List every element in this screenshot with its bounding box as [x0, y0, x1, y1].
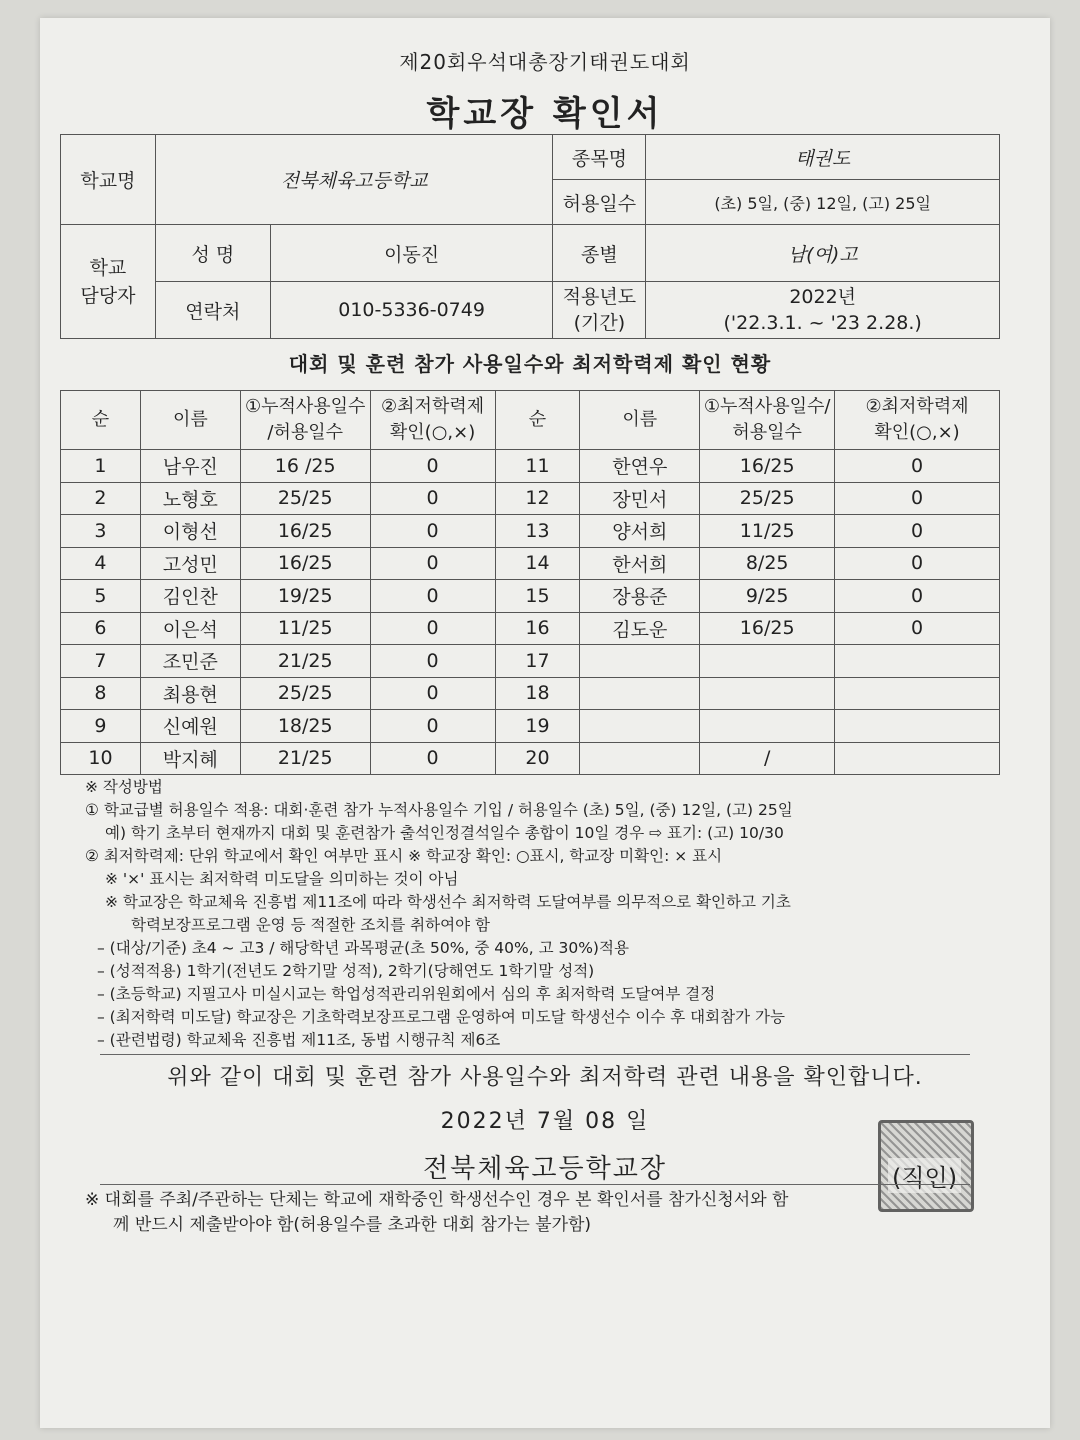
name-value: 이동진	[270, 225, 553, 282]
manager-label: 학교 담당자	[61, 225, 156, 339]
cell-no: 13	[495, 515, 580, 548]
note-line: ② 최저학력제: 단위 학교에서 확인 여부만 표시 ※ 학교장 확인: ○표시, 학교장 미확인: × 표시	[85, 847, 723, 865]
year-value: 2022년 ('22.3.1. ~ '23 2.28.)	[646, 282, 1000, 339]
cell-check: 0	[370, 742, 495, 775]
writing-instructions	[85, 776, 1015, 1052]
cell-name: 김인찬	[140, 580, 240, 613]
cell-days: 16/25	[240, 547, 370, 580]
table-row	[61, 645, 1000, 678]
cell-days	[700, 677, 835, 710]
cell-name: 장용준	[580, 580, 700, 613]
note-line: ※ 학교장은 학교체육 진흥법 제11조에 따라 학생선수 최저학력 도달여부를 의무적으로 확인하고 기초	[105, 893, 791, 911]
cell-days: 18/25	[240, 710, 370, 743]
cell-check: 0	[835, 580, 1000, 613]
cell-check: 0	[835, 515, 1000, 548]
table-row	[61, 547, 1000, 580]
cell-name: 이형선	[140, 515, 240, 548]
cell-no: 12	[495, 482, 580, 515]
table-row	[61, 515, 1000, 548]
column-header: 이름	[580, 391, 700, 450]
note-line: – (최저학력 미도달) 학교장은 기초학력보장프로그램 운영하여 미도달 학생선수 이수 후 대회참가 가능	[97, 1008, 785, 1026]
cell-name: 한서희	[580, 547, 700, 580]
table-row	[61, 612, 1000, 645]
column-header: ②최저학력제 확인(○,×)	[835, 391, 1000, 450]
principal-name: 전북체육고등학교장	[422, 1154, 668, 1184]
competition-name: 제20회우석대총장기태권도대회	[399, 50, 691, 74]
cell-check	[835, 677, 1000, 710]
cell-days: 25/25	[700, 482, 835, 515]
note-line: – (대상/기준) 초4 ~ 고3 / 해당학년 과목평균(초 50%, 중 40%, 고 30%)적용	[97, 939, 629, 957]
cell-name: 신예원	[140, 710, 240, 743]
cell-name: 고성민	[140, 547, 240, 580]
cell-no: 18	[495, 677, 580, 710]
cell-check: 0	[370, 612, 495, 645]
cell-check: 0	[370, 450, 495, 483]
cell-days: 11/25	[700, 515, 835, 548]
days-value: (초) 5일, (중) 12일, (고) 25일	[646, 180, 1000, 225]
cell-days: 16/25	[700, 450, 835, 483]
cell-no: 16	[495, 612, 580, 645]
note-line: 학력보장프로그램 운영 등 적절한 조치를 취하여야 함	[131, 916, 490, 934]
divider	[100, 1184, 970, 1185]
school-label: 학교명	[61, 135, 156, 225]
cell-check: 0	[370, 482, 495, 515]
roster-header-row	[61, 391, 1000, 450]
column-header: ①누적사용일수/ 허용일수	[700, 391, 835, 450]
cell-days: 25/25	[240, 677, 370, 710]
table-row	[61, 742, 1000, 775]
roster-table	[60, 390, 1000, 775]
cell-no: 4	[61, 547, 141, 580]
divider	[100, 1054, 970, 1055]
event-label: 종목명	[553, 135, 646, 180]
days-label: 허용일수	[553, 180, 646, 225]
cell-name: 장민서	[580, 482, 700, 515]
cell-name: 김도운	[580, 612, 700, 645]
cell-check: 0	[370, 645, 495, 678]
table-row	[61, 450, 1000, 483]
cell-check: 0	[370, 710, 495, 743]
table-row	[61, 710, 1000, 743]
cell-days: 19/25	[240, 580, 370, 613]
cell-days: 8/25	[700, 547, 835, 580]
cell-check: 0	[835, 482, 1000, 515]
note-line: – (성적적용) 1학기(전년도 2학기말 성적), 2학기(당해연도 1학기말 성적)	[97, 962, 595, 980]
cell-no: 1	[61, 450, 141, 483]
note-line: ※ '×' 표시는 최저학력 미도달을 의미하는 것이 아님	[105, 870, 459, 888]
cell-no: 14	[495, 547, 580, 580]
table-row	[61, 580, 1000, 613]
column-header: 순	[495, 391, 580, 450]
column-header: ①누적사용일수 /허용일수	[240, 391, 370, 450]
cell-name: 최용현	[140, 677, 240, 710]
gender-label: 종별	[553, 225, 646, 282]
cell-name: 양서희	[580, 515, 700, 548]
cell-days: 21/25	[240, 742, 370, 775]
issue-date: 2022년 7월 08 일	[440, 1109, 650, 1134]
footer-line: ※ 대회를 주최/주관하는 단체는 학교에 재학중인 학생선수인 경우 본 확인서를 참가신청서와 함	[85, 1190, 789, 1210]
school-value: 전북체육고등학교	[155, 135, 553, 225]
cell-no: 6	[61, 612, 141, 645]
cell-days: 21/25	[240, 645, 370, 678]
cell-no: 5	[61, 580, 141, 613]
cell-no: 10	[61, 742, 141, 775]
cell-days: 9/25	[700, 580, 835, 613]
cell-no: 19	[495, 710, 580, 743]
cell-days	[700, 710, 835, 743]
section-title: 대회 및 훈련 참가 사용일수와 최저학력제 확인 현황	[288, 352, 772, 376]
cell-days: /	[700, 742, 835, 775]
contact-label: 연락처	[155, 282, 270, 339]
name-label: 성 명	[155, 225, 270, 282]
cell-no: 3	[61, 515, 141, 548]
cell-check: 0	[835, 450, 1000, 483]
event-value: 태권도	[646, 135, 1000, 180]
column-header: ②최저학력제 확인(○,×)	[370, 391, 495, 450]
cell-check: 0	[835, 547, 1000, 580]
cell-name: 남우진	[140, 450, 240, 483]
cell-no: 20	[495, 742, 580, 775]
cell-no: 2	[61, 482, 141, 515]
cell-no: 15	[495, 580, 580, 613]
cell-name: 이은석	[140, 612, 240, 645]
seal-label: (직인)	[888, 1158, 961, 1193]
cell-check: 0	[370, 515, 495, 548]
cell-no: 7	[61, 645, 141, 678]
note-line: – (관련법령) 학교체육 진흥법 제11조, 동법 시행규칙 제6조	[97, 1031, 501, 1049]
cell-days: 16/25	[240, 515, 370, 548]
document-title: 학교장 확인서	[426, 94, 664, 134]
year-label: 적용년도 (기간)	[553, 282, 646, 339]
gender-value: 남(여)고	[646, 225, 1000, 282]
table-row	[61, 677, 1000, 710]
cell-check	[835, 645, 1000, 678]
contact-value: 010-5336-0749	[270, 282, 553, 339]
cell-no: 17	[495, 645, 580, 678]
cell-check: 0	[835, 612, 1000, 645]
column-header: 순	[61, 391, 141, 450]
confirmation-text: 위와 같이 대회 및 훈련 참가 사용일수와 최저학력 관련 내용을 확인합니다.	[167, 1065, 923, 1090]
note-line: ※ 작성방법	[85, 778, 163, 796]
cell-check: 0	[370, 547, 495, 580]
cell-check	[835, 710, 1000, 743]
cell-name: 한연우	[580, 450, 700, 483]
table-row	[61, 482, 1000, 515]
document-page	[40, 18, 1050, 1428]
cell-days: 25/25	[240, 482, 370, 515]
cell-no: 9	[61, 710, 141, 743]
cell-check: 0	[370, 580, 495, 613]
info-table	[60, 134, 1000, 339]
column-header: 이름	[140, 391, 240, 450]
cell-name	[580, 677, 700, 710]
note-line: – (초등학교) 지필고사 미실시교는 학업성적관리위원회에서 심의 후 최저학력 도달여부 결정	[97, 985, 716, 1003]
cell-days: 16/25	[700, 612, 835, 645]
cell-days: 11/25	[240, 612, 370, 645]
cell-no: 8	[61, 677, 141, 710]
cell-check: 0	[370, 677, 495, 710]
cell-name: 조민준	[140, 645, 240, 678]
cell-name	[580, 645, 700, 678]
cell-name	[580, 710, 700, 743]
note-line: ① 학교급별 허용일수 적용: 대회·훈련 참가 누적사용일수 기입 / 허용일수 (초) 5일, (중) 12일, (고) 25일	[85, 801, 793, 819]
cell-days: 16 /25	[240, 450, 370, 483]
footer-note	[85, 1188, 1015, 1238]
cell-no: 11	[495, 450, 580, 483]
cell-name	[580, 742, 700, 775]
note-line: 예) 학기 초부터 현재까지 대회 및 훈련참가 출석인정결석일수 총합이 10일 경우 ⇨ 표기: (고) 10/30	[105, 824, 784, 842]
cell-days	[700, 645, 835, 678]
cell-name: 노형호	[140, 482, 240, 515]
cell-name: 박지혜	[140, 742, 240, 775]
footer-line: 께 반드시 제출받아야 함(허용일수를 초과한 대회 참가는 불가함)	[113, 1215, 592, 1235]
cell-check	[835, 742, 1000, 775]
